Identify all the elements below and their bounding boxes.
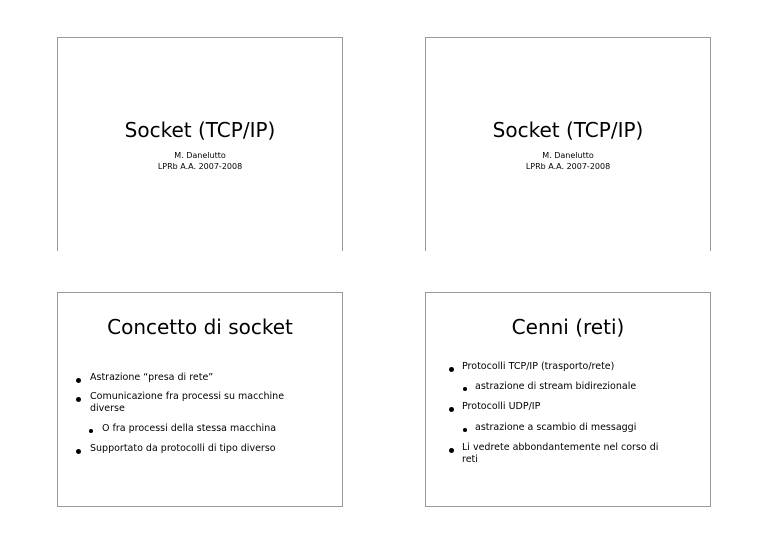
sub-bullet-item: astrazione a scambio di messaggi bbox=[475, 422, 637, 433]
slide-author: M. Danelutto bbox=[542, 151, 594, 160]
bullet-dot-icon bbox=[76, 449, 81, 454]
sub-bullet-dot-icon bbox=[463, 387, 467, 391]
bullet-item: Comunicazione fra processi su macchine bbox=[90, 391, 285, 402]
bullet-dot-icon bbox=[76, 397, 81, 402]
slide-title: Socket (TCP/IP) bbox=[124, 118, 276, 142]
slide-3 bbox=[57, 292, 343, 507]
bullet-item-continuation: reti bbox=[462, 454, 478, 465]
bullet-item: Protocolli UDP/IP bbox=[462, 401, 541, 412]
slide-title: Concetto di socket bbox=[107, 315, 293, 339]
sub-bullet-item: astrazione di stream bidirezionale bbox=[475, 381, 637, 392]
slide-course: LPRb A.A. 2007-2008 bbox=[157, 162, 243, 171]
sub-bullet-dot-icon bbox=[89, 429, 93, 433]
bullet-item: Li vedrete abbondantemente nel corso di bbox=[462, 442, 659, 453]
bullet-dot-icon bbox=[76, 378, 81, 383]
slide-author: M. Danelutto bbox=[174, 151, 226, 160]
sub-bullet-item: O fra processi della stessa macchina bbox=[102, 423, 277, 434]
slide-4 bbox=[425, 292, 711, 507]
bullet-dot-icon bbox=[449, 367, 454, 372]
slide-title: Socket (TCP/IP) bbox=[492, 118, 644, 142]
slide-2 bbox=[425, 37, 711, 251]
slide-course: LPRb A.A. 2007-2008 bbox=[525, 162, 611, 171]
slide-1 bbox=[57, 37, 343, 251]
bullet-item-continuation: diverse bbox=[90, 403, 125, 414]
bullet-item: Protocolli TCP/IP (trasporto/rete) bbox=[462, 361, 615, 372]
bullet-item: Supportato da protocolli di tipo diverso bbox=[90, 443, 276, 454]
bullet-dot-icon bbox=[449, 448, 454, 453]
sub-bullet-dot-icon bbox=[463, 428, 467, 432]
bullet-item: Astrazione “presa di rete” bbox=[90, 372, 214, 383]
slide-title: Cenni (reti) bbox=[511, 315, 625, 339]
bullet-dot-icon bbox=[449, 407, 454, 412]
